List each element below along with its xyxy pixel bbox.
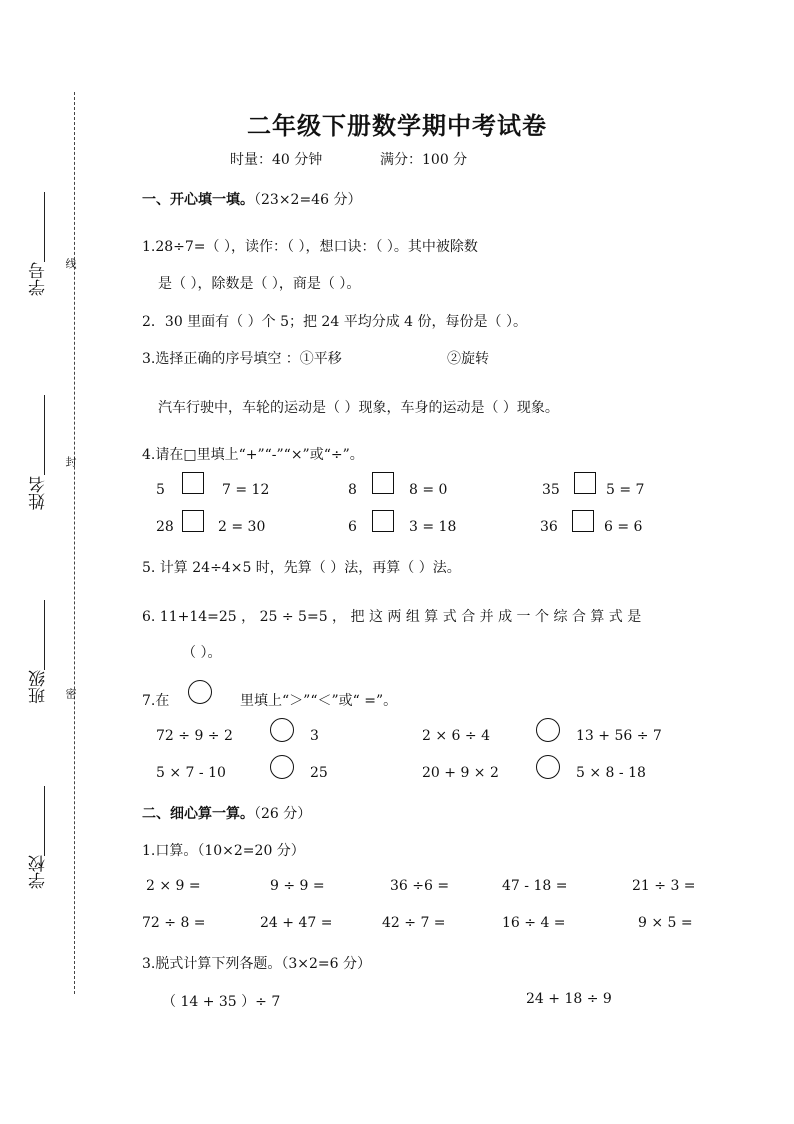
compare-circle[interactable] <box>536 718 560 742</box>
q7-expr-left: 20 + 9 × 2 <box>422 765 499 781</box>
q7-expr-left: 5 × 7 - 10 <box>156 765 226 781</box>
school-label: 学校 <box>29 855 49 889</box>
answer-box[interactable] <box>372 472 394 494</box>
oral-problem: 16 ÷ 4 = <box>502 915 566 931</box>
section-1-heading: 一、开心填一填。（23×2=46 分） <box>142 192 362 208</box>
q4-item-right: 5 = 7 <box>606 482 645 498</box>
oral-calc-heading: 1.口算。（10×2=20 分） <box>142 843 305 859</box>
q4-item-right: 6 = 6 <box>604 519 643 535</box>
name-blank <box>44 395 45 475</box>
compare-circle[interactable] <box>536 755 560 779</box>
question-7-prefix: 7.在 <box>142 693 170 709</box>
step-calc-heading: 3.脱式计算下列各题。（3×2=6 分） <box>142 956 371 972</box>
question-6-line-2: （ ）。 <box>182 645 222 661</box>
question-7-suffix: 里填上“＞”“＜”或“ =”。 <box>240 693 398 709</box>
q4-item-left: 6 <box>348 519 357 535</box>
q4-item-left: 36 <box>540 519 558 535</box>
exam-score: 满分：100 分 <box>380 152 468 168</box>
student-no-label: 学号 <box>29 262 49 296</box>
answer-box[interactable] <box>182 472 204 494</box>
q4-item-left: 35 <box>542 482 560 498</box>
compare-circle[interactable] <box>270 755 294 779</box>
question-3-blank-line: 汽车行驶中，车轮的运动是（ ）现象，车身的运动是（ ）现象。 <box>158 400 559 416</box>
name-label: 姓名 <box>29 476 49 510</box>
q4-item-right: 7 = 12 <box>222 482 270 498</box>
step-problem-1: （ 14 + 35 ）÷ 7 <box>162 994 281 1010</box>
answer-box[interactable] <box>572 510 594 532</box>
cut-mark-secret: 密 <box>64 688 77 699</box>
step-problem-2: 24 + 18 ÷ 9 <box>526 991 612 1007</box>
q7-expr-left: 72 ÷ 9 ÷ 2 <box>156 728 233 744</box>
oral-problem: 21 ÷ 3 = <box>632 878 696 894</box>
section-2-points: （26 分） <box>254 806 312 822</box>
binding-dashed-line <box>74 92 75 994</box>
question-6-line-1: 6. 11+14=25 ， 25 ÷ 5=5 ， 把 这 两 组 算 式 合 并 成 一 个 综 合 算 式 是 <box>142 609 642 625</box>
cut-mark-line: 线 <box>64 258 77 269</box>
school-blank <box>44 786 45 856</box>
q4-item-right: 3 = 18 <box>409 519 457 535</box>
question-1-line-2: 是（ ），除数是（ ），商是（ ）。 <box>158 276 361 292</box>
q7-expr-right: 25 <box>310 765 328 781</box>
oral-problem: 47 - 18 = <box>502 878 568 894</box>
student-no-blank <box>44 192 45 262</box>
exam-time: 时量：40 分钟 <box>230 152 323 168</box>
section-1-points: （23×2=46 分） <box>254 192 362 208</box>
q7-expr-left: 2 × 6 ÷ 4 <box>422 728 490 744</box>
answer-box[interactable] <box>182 510 204 532</box>
answer-box[interactable] <box>574 472 596 494</box>
q7-expr-right: 5 × 8 - 18 <box>576 765 646 781</box>
question-5: 5. 计算 24÷4×5 时，先算（ ）法，再算（ ）法。 <box>142 560 461 576</box>
oral-problem: 9 × 5 = <box>638 915 693 931</box>
q4-item-left: 8 <box>348 482 357 498</box>
oral-problem: 72 ÷ 8 = <box>142 915 206 931</box>
question-1-line-1: 1.28÷7=（ ），读作：（ ），想口诀：（ ）。其中被除数 <box>142 239 478 255</box>
section-2-heading: 二、细心算一算。（26 分） <box>142 806 312 822</box>
class-blank <box>44 600 45 670</box>
q4-item-right: 8 = 0 <box>409 482 448 498</box>
oral-problem: 42 ÷ 7 = <box>382 915 446 931</box>
question-3-option-2: ②旋转 <box>447 351 489 367</box>
oral-problem: 36 ÷6 = <box>390 878 450 894</box>
example-circle-icon <box>188 680 212 704</box>
q7-expr-right: 3 <box>310 728 319 744</box>
answer-box[interactable] <box>372 510 394 532</box>
oral-problem: 2 × 9 = <box>146 878 201 894</box>
cut-mark-seal: 封 <box>64 456 77 467</box>
q4-item-left: 28 <box>156 519 174 535</box>
oral-problem: 9 ÷ 9 = <box>270 878 325 894</box>
compare-circle[interactable] <box>270 718 294 742</box>
question-4: 4.请在□里填上“+”“-”“×”或“÷”。 <box>142 447 364 463</box>
question-2: 2．30 里面有（ ）个 5；把 24 平均分成 4 份，每份是（ ）。 <box>142 314 527 330</box>
page-title: 二年级下册数学期中考试卷 <box>247 112 547 140</box>
q7-expr-right: 13 + 56 ÷ 7 <box>576 728 662 744</box>
oral-problem: 24 + 47 = <box>260 915 333 931</box>
question-3: 3.选择正确的序号填空 ：①平移 <box>142 351 342 367</box>
class-label: 班级 <box>29 670 49 704</box>
q4-item-left: 5 <box>156 482 165 498</box>
q4-item-right: 2 = 30 <box>218 519 266 535</box>
